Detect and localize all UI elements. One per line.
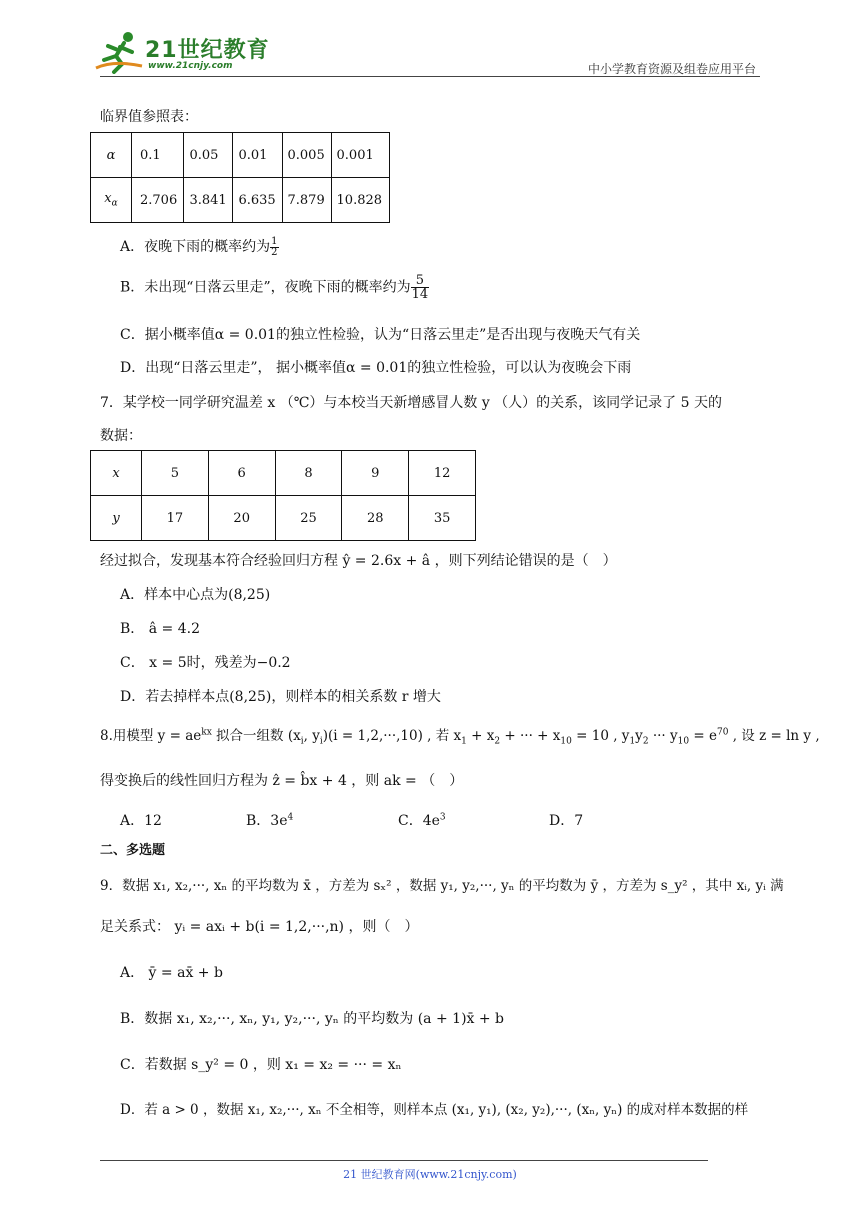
q8-option-d: D．7 — [549, 813, 584, 829]
q6-option-b: B．未出现“日落云里走”，夜晚下雨的概率约为 $\frac{5}{14}$ — [120, 273, 429, 302]
x-cell: 6 — [208, 451, 275, 496]
y-cell: 20 — [208, 496, 275, 541]
q8-stem-cont: 得变换后的线性回归方程为 ẑ = b̂x + 4 ，则 ak = （ ） — [100, 773, 464, 789]
alpha-cell: 0.05 — [184, 133, 233, 178]
q7-option-b: B． â = 4.2 — [120, 621, 200, 637]
y-cell: 25 — [275, 496, 342, 541]
header-divider — [100, 76, 760, 77]
x-row-label: x — [91, 451, 142, 496]
q6-option-c: C．据小概率值α = 0.01的独立性检验，认为“日落云里走”是否出现与夜晚天气有关 — [120, 327, 641, 343]
x-alpha-cell: 3.841 — [184, 178, 233, 223]
section-multiple-choice: 二、多选题 — [100, 843, 166, 858]
q7-option-a: A．样本中心点为(8,25) — [120, 587, 271, 603]
q8-option-b: B．$3e^4$ — [246, 812, 294, 829]
q9-option-b: B．数据 x₁, x₂,···, xₙ, y₁, y₂,···, yₙ 的平均数为 (a + 1)x̄ + b — [120, 1011, 505, 1027]
q8-stem: 8.用模型 $y = ae^{kx}$ 拟合一组数 ($x_i$, $y_i)(i = 1,2,\cdot\cdot\cdot,10)$ , 若 $x_1 + x_2$ + ··· + $x_{10} = 10$ , $y_1y_2$ ··· $y_{10} = e^{70}$ , 设 z = ln y , — [100, 727, 820, 747]
x-cell: 12 — [409, 451, 476, 496]
q9-stem-cont: 足关系式： yᵢ = axᵢ + b(i = 1,2,···,n) ，则（ ） — [100, 919, 419, 935]
y-cell: 28 — [342, 496, 409, 541]
x-alpha-cell: 7.879 — [282, 178, 331, 223]
q7-after-text: 经过拟合，发现基本符合经验回归方程 ŷ = 2.6x + â ，则下列结论错误的是（ ） — [100, 553, 617, 569]
q9-option-a: A． ȳ = ax̄ + b — [120, 965, 223, 981]
q9-option-d: D．若 a > 0 ，数据 x₁, x₂,···, xₙ 不全相等，则样本点 (x₁, y₁), (x₂, y₂),···, (xₙ, yₙ) 的成对样本数据的样 — [120, 1102, 749, 1118]
x-alpha-label: $x_\alpha$ — [91, 178, 132, 223]
logo-runner-icon — [94, 30, 146, 74]
x-alpha-cell: 10.828 — [331, 178, 389, 223]
critical-value-table — [90, 132, 390, 223]
y-row-label: y — [91, 496, 142, 541]
q7-stem: 7．某学校一同学研究温差 x （℃）与本校当天新增感冒人数 y （人）的关系，该同学记录了 5 天的 — [100, 395, 722, 411]
logo-url: www.21cnjy.com — [148, 61, 233, 71]
q7-option-d: D．若去掉样本点(8,25)，则样本的相关系数 r 增大 — [120, 689, 441, 705]
alpha-cell: 0.001 — [331, 133, 389, 178]
q7-stem-cont: 数据： — [100, 428, 142, 444]
x-alpha-cell: 2.706 — [132, 178, 184, 223]
y-cell: 17 — [142, 496, 209, 541]
y-cell: 35 — [409, 496, 476, 541]
q9-stem: 9．数据 x₁, x₂,···, xₙ 的平均数为 x̄ ，方差为 sₓ² ，数据 y₁, y₂,···, yₙ 的平均数为 ȳ ，方差为 s_y² ，其中 xᵢ, yᵢ 满 — [100, 878, 784, 894]
x-cell: 8 — [275, 451, 342, 496]
footer-link[interactable]: 21 世纪教育网(www.21cnjy.com) — [343, 1168, 517, 1181]
critical-value-title: 临界值参照表： — [100, 109, 198, 125]
alpha-cell: 0.01 — [233, 133, 282, 178]
q7-data-table — [90, 450, 476, 541]
logo-text: 21世纪教育 — [145, 38, 270, 63]
x-cell: 9 — [342, 451, 409, 496]
alpha-cell: 0.005 — [282, 133, 331, 178]
x-cell: 5 — [142, 451, 209, 496]
q9-option-c: C．若数据 s_y² = 0 ，则 x₁ = x₂ = ··· = xₙ — [120, 1057, 402, 1073]
q8-option-c: C．$4e^3$ — [398, 812, 446, 829]
q6-option-a: A．夜晚下雨的概率约为 $\frac{1}{2}$ — [120, 235, 278, 258]
q6-option-d: D．出现“日落云里走”， 据小概率值α = 0.01的独立性检验，可以认为夜晚会下雨 — [120, 360, 632, 376]
alpha-label: α — [91, 133, 132, 178]
q8-option-a: A．12 — [120, 813, 162, 829]
header-platform-text: 中小学教育资源及组卷应用平台 — [587, 62, 756, 76]
x-alpha-cell: 6.635 — [233, 178, 282, 223]
q7-option-c: C． x = 5时，残差为−0.2 — [120, 655, 291, 671]
footer-divider — [100, 1160, 708, 1161]
alpha-cell: 0.1 — [132, 133, 184, 178]
